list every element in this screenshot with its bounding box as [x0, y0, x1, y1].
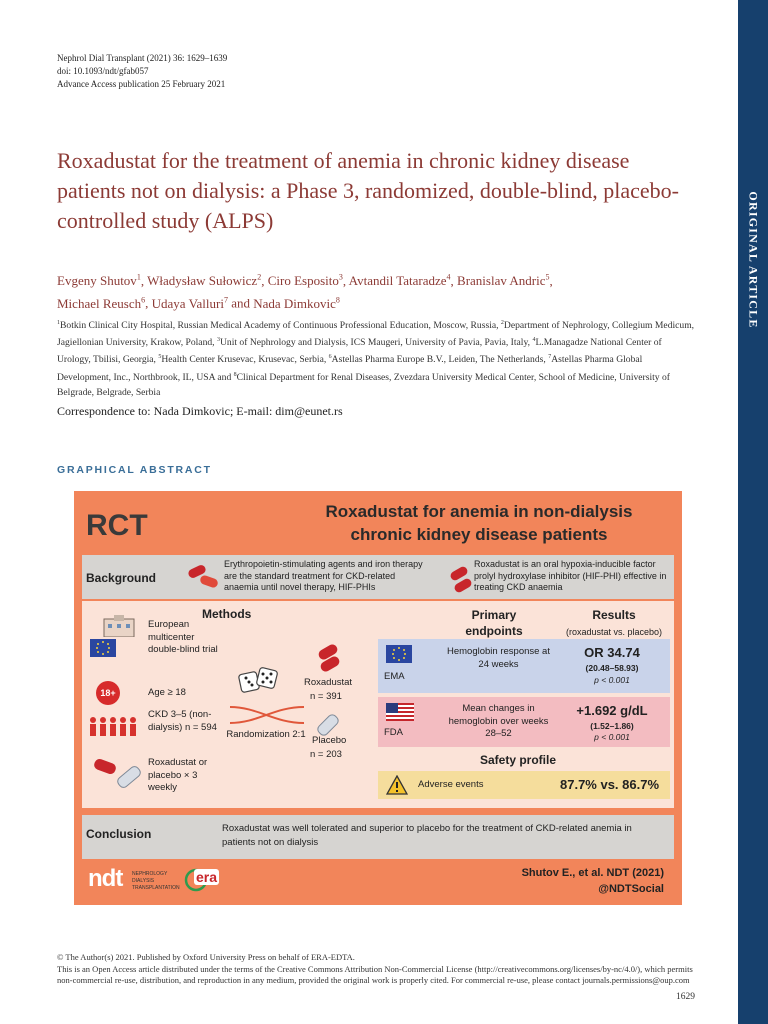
rct-label: RCT — [86, 509, 148, 542]
conclusion-row — [82, 815, 674, 859]
fda-tag: FDA — [384, 727, 403, 738]
age-badge: 18+ — [96, 681, 120, 705]
affiliations: $^1$Botkin Clinical City Hospital, Russian Medical Academy of Continuous Professional Education, Moscow, Russia, $^2$Department of Nephrology, Collegium Medicum, Jagiellonian University, Krakow, Poland, $^3$Unit of Nephrology and Dialysis, ICS Maugeri, University of Pavia, Pavia, Italy, $^4$L.Managadze National Center of Urology, Tbilisi, Georgia, $^5$Health Center Krusevac, Krusevac, Serbia, $^6$Astellas Pharma Europe B.V., Leiden, The Netherlands, $^7$Astellas Pharma Global Development, Inc., Northbrook, IL, USA and $^8$Clinical Department for Renal Diseases, Zvezdara University Medical Center, School of Medicine, University of Belgrade, Belgrade, Serbia — [57, 320, 695, 398]
author[interactable]: Branislav Andric$^5$ — [457, 273, 550, 289]
journal-info — [57, 52, 227, 91]
author[interactable]: Ciro Esposito$^3$ — [267, 273, 343, 289]
fda-endpoint: Mean changes in hemoglobin over weeks 28–52 — [448, 703, 549, 739]
roxadustat-arm: Roxadustat — [304, 677, 353, 688]
trial-design: European multicenter double-blind trial — [148, 619, 218, 655]
safety-profile-heading: Safety profile — [480, 753, 557, 767]
adverse-events-value: 87.7% vs. 86.7% — [560, 777, 660, 792]
copyright-notice: © The Author(s) 2021. Published by Oxford University Press on behalf of ERA-EDTA. This is an Open Access article distributed under the terms of the Creative Commons Attribution Non-Commercial License (http://creativecommons.org/licenses/by-nc/4.0/), which permits non-commercial re-use, distribution, and reproduction in any medium, provided the original work is properly cited. For commercial re-use, please contact journals.permissions@oup.com — [57, 952, 693, 985]
adverse-events-label: Adverse events — [418, 779, 484, 790]
primary-endpoints-heading: Primary endpoints — [465, 608, 523, 638]
age-criterion: Age ≥ 18 — [148, 687, 186, 698]
us-flag-icon — [386, 703, 414, 721]
journal-citation: Nephrol Dial Transplant (2021) 36: 1629–1639 — [57, 53, 228, 63]
capsule-icon — [115, 764, 143, 790]
correspondence: Correspondence to: Nada Dimkovic; E-mail: dim@eunet.rs — [57, 404, 343, 418]
capsule-icon — [315, 712, 340, 737]
patients-icon — [88, 715, 144, 737]
fda-ci: (1.52–1.86) — [590, 721, 634, 731]
ema-p-value: p < 0.001 — [594, 675, 630, 685]
author[interactable]: Evgeny Shutov$^1$ — [57, 273, 141, 289]
ema-tag: EMA — [384, 671, 405, 682]
eu-flag-icon — [90, 639, 116, 657]
access-date: Advance Access publication 25 February 2021 — [57, 79, 226, 89]
author[interactable]: Avtandil Tataradze$^4$ — [348, 273, 451, 289]
ema-ci: (20.48–58.93) — [585, 663, 639, 673]
graphical-abstract-heading: GRAPHICAL ABSTRACT — [57, 464, 212, 476]
doi-link[interactable]: doi: 10.1093/ndt/gfab057 — [57, 66, 149, 76]
randomization-ratio: Randomization 2:1 — [226, 729, 306, 740]
results-heading: Results (roxadustat vs. placebo) — [565, 608, 663, 637]
eu-flag-icon — [386, 645, 412, 663]
background-label: Background — [86, 571, 157, 585]
pill-icon — [199, 574, 219, 589]
ndt-logo: ndt NEPHROLOGY DIALYSIS TRANSPLANTATION — [88, 865, 180, 892]
warning-icon — [386, 775, 408, 795]
author-list: Evgeny Shutov$^1$, Władysław Sułowicz$^2$, Ciro Esposito$^3$, Avtandil Tataradze$^4$, Branislav Andric$^5$, Michael Reusch$^6$, Udaya Valluri$^7$ and Nada Dimkovic$^8$ — [57, 273, 553, 311]
author[interactable]: Michael Reusch$^6$ — [57, 295, 146, 311]
article-type-label: ORIGINAL ARTICLE — [746, 191, 761, 329]
era-logo: era — [184, 865, 228, 895]
fda-p-value: p < 0.001 — [594, 732, 630, 742]
hospital-icon — [100, 615, 138, 637]
placebo-n: n = 203 — [310, 749, 342, 760]
conclusion-label: Conclusion — [86, 827, 152, 841]
placebo-arm: Placebo — [312, 735, 347, 746]
abstract-footer — [82, 861, 674, 901]
ema-endpoint-row — [378, 639, 670, 693]
abstract-citation: Shutov E., et al. NDT (2021) @NDTSocial — [521, 867, 664, 895]
methods-heading: Methods — [202, 607, 252, 621]
author[interactable]: Nada Dimkovic$^8$ — [253, 295, 340, 311]
pill-icon — [93, 758, 117, 776]
fda-endpoint-row — [378, 697, 670, 747]
twitter-handle[interactable]: @NDTSocial — [598, 883, 664, 895]
randomization-arrows — [228, 703, 306, 727]
background-text-roxadustat: Roxadustat is an oral hypoxia-inducible factor prolyl hydroxylase inhibitor (HIF-PHI) effective in treating CKD anaemia — [474, 559, 667, 592]
page-number: 1629 — [676, 992, 695, 1002]
background-text-esa: Erythropoietin-stimulating agents and iron therapy are the standard treatment for CKD-related anaemia until novel therapy, HIF-PHIs — [224, 559, 423, 592]
ckd-population: CKD 3–5 (non-dialysis) n = 594 — [148, 709, 217, 733]
ema-endpoint: Hemoglobin response at 24 weeks — [447, 646, 550, 670]
fda-result: +1.692 g/dL — [576, 703, 648, 718]
background-row — [82, 555, 674, 599]
author[interactable]: Władysław Sułowicz$^2$ — [147, 273, 262, 289]
dice-icon — [238, 665, 280, 695]
roxadustat-n: n = 391 — [310, 691, 342, 702]
abstract-title: Roxadustat for anemia in non-dialysis chronic kidney disease patients — [325, 502, 633, 544]
side-bar — [738, 0, 768, 1024]
author[interactable]: Udaya Valluri$^7$ — [151, 295, 228, 311]
methods-results-panel — [82, 601, 674, 808]
dosing: Roxadustat or placebo × 3 weekly — [148, 757, 208, 793]
graphical-abstract — [74, 491, 682, 905]
conclusion-text: Roxadustat was well tolerated and superior to placebo for the treatment of CKD-related anemia in patients not on dialysis — [222, 823, 632, 848]
article-title: Roxadustat for the treatment of anemia in chronic kidney disease patients not on dialysis: a Phase 3, randomized, double-blind, placebo-controlled study (ALPS) — [57, 148, 679, 233]
ema-result: OR 34.74 — [584, 645, 640, 660]
safety-row — [378, 771, 670, 799]
